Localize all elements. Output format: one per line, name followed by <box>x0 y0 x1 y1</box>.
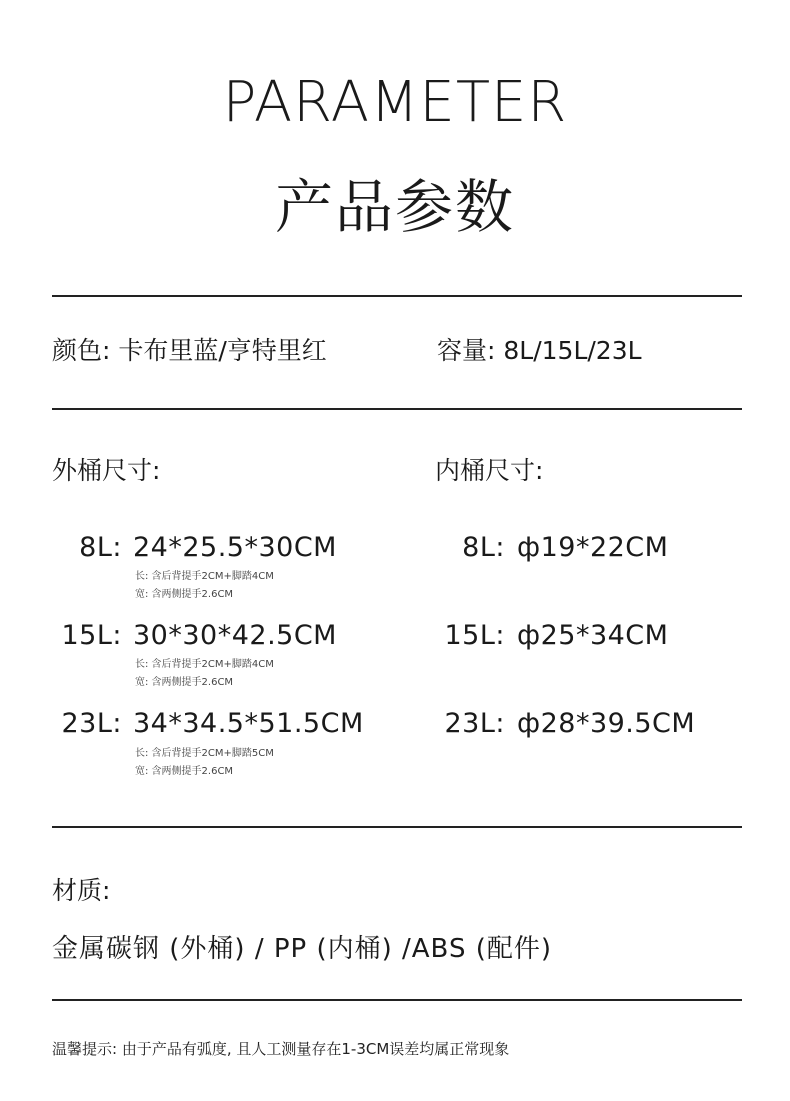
title-en: PARAMETER <box>222 70 568 135</box>
outer-cap-8l: 8L: <box>79 532 122 563</box>
inner-cap-15l: 15L: <box>444 620 505 651</box>
outer-note-width-15l: 宽: 含两侧提手2.6CM <box>135 677 234 688</box>
material-value: 金属碳钢 (外桶) / PP (内桶) /ABS (配件) <box>52 934 552 964</box>
inner-size-23l: ф28*39.5CM <box>517 708 696 739</box>
outer-note-length-15l: 长: 含后背提手2CM+脚踏4CM <box>135 659 274 670</box>
outer-cap-23l: 23L: <box>61 708 122 739</box>
divider-4 <box>52 999 742 1001</box>
material-heading: 材质: <box>52 876 111 905</box>
outer-cap-15l: 15L: <box>61 620 122 651</box>
outer-note-length-23l: 长: 含后背提手2CM+脚踏5CM <box>135 748 274 759</box>
capacity-spec: 容量: 8L/15L/23L <box>437 336 642 365</box>
inner-cap-23l: 23L: <box>444 708 505 739</box>
title-cn: 产品参数 <box>274 173 515 241</box>
outer-size-23l: 34*34.5*51.5CM <box>133 708 364 739</box>
divider-1 <box>52 295 742 297</box>
divider-2 <box>52 408 742 410</box>
inner-size-8l: ф19*22CM <box>517 532 669 563</box>
color-spec: 颜色: 卡布里蓝/亨特里红 <box>52 336 327 365</box>
inner-cap-8l: 8L: <box>462 532 505 563</box>
outer-note-length-8l: 长: 含后背提手2CM+脚踏4CM <box>135 571 274 582</box>
divider-3 <box>52 826 742 828</box>
tip-text: 温馨提示: 由于产品有弧度, 且人工测量存在1-3CM误差均属正常现象 <box>52 1040 510 1058</box>
inner-heading: 内桶尺寸: <box>435 456 544 485</box>
outer-size-15l: 30*30*42.5CM <box>133 620 337 651</box>
outer-note-width-8l: 宽: 含两侧提手2.6CM <box>135 589 234 600</box>
outer-note-width-23l: 宽: 含两侧提手2.6CM <box>135 766 234 777</box>
outer-size-8l: 24*25.5*30CM <box>133 532 337 563</box>
outer-heading: 外桶尺寸: <box>52 456 161 485</box>
inner-size-15l: ф25*34CM <box>517 620 669 651</box>
